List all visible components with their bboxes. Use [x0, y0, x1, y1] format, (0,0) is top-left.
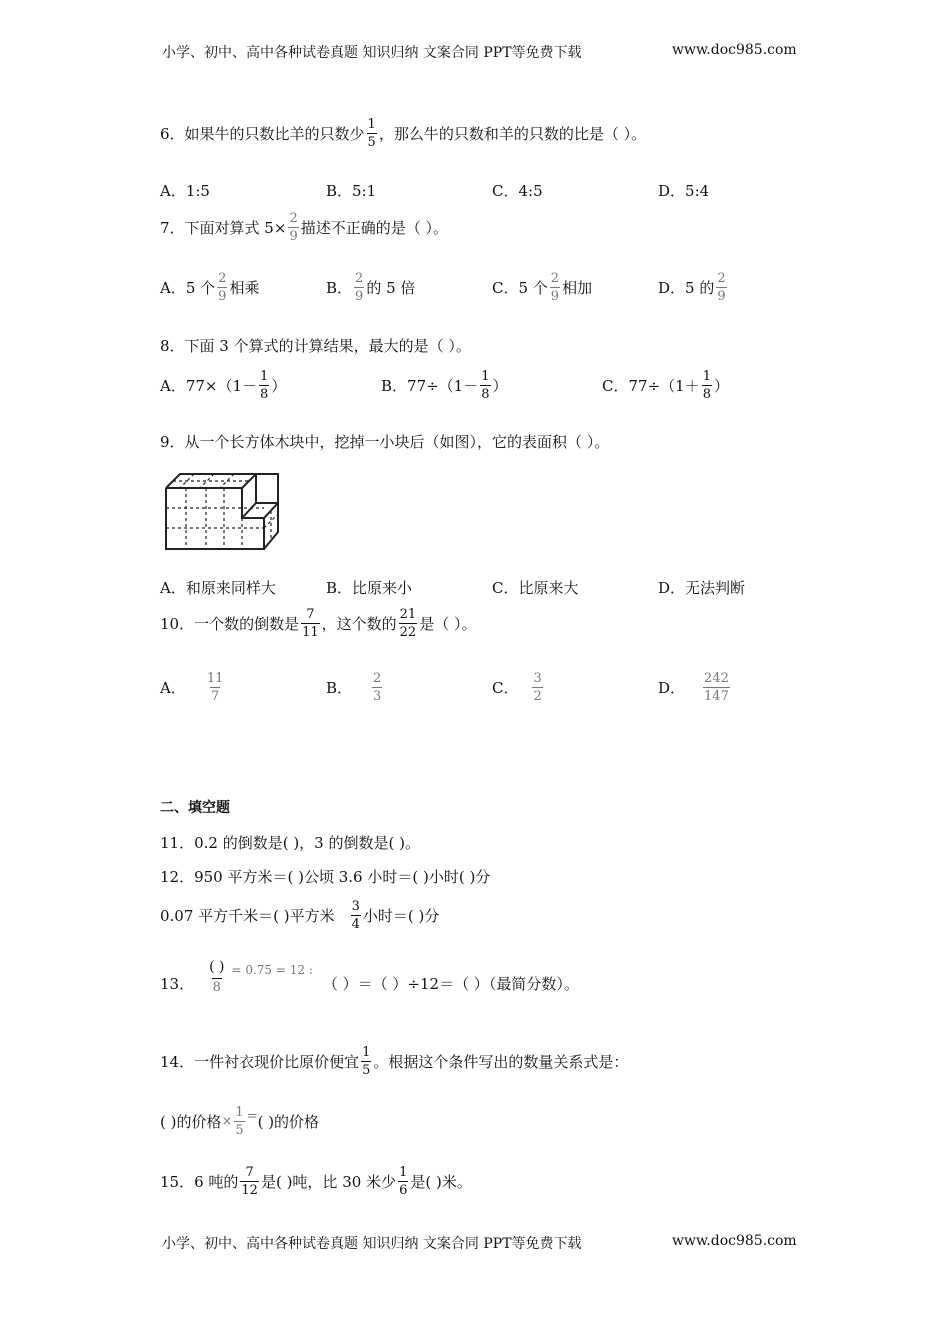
- q10-opt-b-den: 3: [373, 689, 382, 704]
- q8-option-c[interactable]: [602, 370, 729, 401]
- q7-opt-d-frac: [716, 272, 726, 303]
- q7-opt-d-pre: D．5 的: [658, 279, 715, 297]
- q8-opt-a-frac: [259, 370, 269, 401]
- q10-opt-d-label: D．: [658, 679, 686, 697]
- q15-f2-den: 6: [399, 1183, 408, 1198]
- q14-frac-den: 5: [362, 1063, 371, 1078]
- q10-opt-c-frac: [532, 672, 542, 703]
- q10-f1-den: 11: [302, 625, 319, 640]
- q7-frac-num: 2: [289, 211, 298, 226]
- q6-fraction: [367, 118, 377, 149]
- q10-opt-c-num: 3: [533, 671, 542, 686]
- question-10: [160, 608, 476, 639]
- q14-line2-pre: ( )的价格: [160, 1113, 222, 1131]
- q10-option-a[interactable]: [160, 672, 226, 703]
- q13-eq: = 0.75 = 12 :: [231, 963, 313, 977]
- q9-option-a[interactable]: A．和原来同样大: [160, 579, 276, 597]
- q10-opt-c-den: 2: [533, 689, 542, 704]
- q7-opt-b-pre: B．: [326, 279, 353, 297]
- q9-option-c[interactable]: C．比原来大: [492, 579, 579, 597]
- q7-opt-b-den: 9: [355, 289, 364, 304]
- q7-text-pre: 7．下面对算式 5×: [160, 219, 287, 237]
- q8-opt-b-pre: B．77÷（1－: [381, 377, 479, 395]
- q15-text-mid: 是( )吨，比 30 米少: [260, 1173, 397, 1191]
- q8-opt-b-den: 8: [481, 387, 490, 402]
- q13-text-post: （ ）＝（ ）÷12＝（ ）（最简分数）。: [322, 975, 579, 993]
- q14-frac-num: 1: [362, 1045, 371, 1060]
- q8-opt-a-pre: A．77×（1－: [160, 377, 258, 395]
- q9-option-b[interactable]: B．比原来小: [326, 579, 413, 597]
- q8-opt-b-post: ）: [492, 377, 508, 395]
- section-title: 二、填空题: [160, 800, 230, 816]
- q10-text-pre: 10．一个数的倒数是: [160, 615, 300, 633]
- q7-opt-c-den: 9: [550, 289, 560, 304]
- q8-opt-c-post: ）: [713, 377, 729, 395]
- question-13: [160, 960, 579, 994]
- q7-frac-den: 9: [289, 229, 298, 244]
- q7-opt-a-post: 相乘: [229, 279, 260, 297]
- q7-text-post: 描述不正确的是（ ）。: [300, 219, 448, 237]
- q10-opt-d-num: 242: [704, 671, 729, 686]
- q14-text-post: 。根据这个条件写出的数量关系式是：: [373, 1053, 629, 1071]
- q7-opt-b-frac: [354, 272, 364, 303]
- q6-text-pre: 6．如果牛的只数比羊的只数少: [160, 125, 365, 143]
- q10-f1-num: 7: [306, 607, 315, 622]
- q15-text-post: 是( )米。: [410, 1173, 472, 1191]
- q8-opt-c-num: 1: [702, 369, 711, 384]
- q14-line2-frac-num: 1: [235, 1105, 244, 1120]
- q12-frac-den: 4: [351, 917, 360, 932]
- q10-opt-d-den: 147: [704, 689, 729, 704]
- q7-opt-d-num: 2: [717, 271, 726, 286]
- question-14: [160, 1046, 628, 1077]
- q14-eq: =: [246, 1109, 258, 1124]
- question-11: 11．0.2 的倒数是( )，3 的倒数是( )。: [160, 834, 420, 852]
- question-9: 9．从一个长方体木块中，挖掉一小块后（如图），它的表面积（ ）。: [160, 433, 610, 451]
- q7-option-b[interactable]: [326, 272, 415, 303]
- q8-opt-a-post: ）: [271, 377, 287, 395]
- q7-opt-c-num: 2: [550, 271, 560, 286]
- q7-opt-c-frac: [550, 272, 560, 303]
- q10-opt-b-label: B．: [326, 679, 353, 697]
- q6-text-post: ，那么牛的只数和羊的只数的比是（ ）。: [378, 125, 647, 143]
- q14-line2-frac-den: 5: [235, 1123, 244, 1138]
- q6-option-a[interactable]: A．1:5: [160, 182, 210, 200]
- q10-option-b[interactable]: [326, 672, 384, 703]
- q15-f1-num: 7: [245, 1165, 254, 1180]
- q14-line2-fraction: [234, 1106, 244, 1137]
- q12-line2-post: 小时＝( )分: [362, 907, 440, 925]
- q7-opt-c-pre: C．5 个: [492, 279, 548, 297]
- q8-option-b[interactable]: [381, 370, 508, 401]
- q6-frac-num: 1: [367, 117, 376, 132]
- q7-opt-c-post: 相加: [562, 279, 593, 297]
- header-url: www.doc985.com: [672, 42, 797, 58]
- q12-line2-pre: 0.07 平方千米＝( )平方米: [160, 907, 335, 925]
- q10-fraction-1: [301, 608, 320, 639]
- q10-option-c[interactable]: [492, 672, 545, 703]
- q15-fraction-1: [240, 1166, 259, 1197]
- q6-frac-den: 5: [367, 135, 376, 150]
- q10-opt-a-frac: [206, 672, 225, 703]
- q7-opt-a-num: 2: [218, 271, 227, 286]
- q15-text-pre: 15．6 吨的: [160, 1173, 239, 1191]
- q10-text-post: 是（ ）。: [419, 615, 477, 633]
- cuboid-figure: [164, 470, 282, 552]
- q10-opt-a-den: 7: [210, 689, 220, 704]
- q10-option-d[interactable]: [658, 672, 732, 703]
- q7-opt-a-den: 9: [218, 289, 227, 304]
- q14-fraction: [361, 1046, 371, 1077]
- q15-f2-num: 1: [399, 1165, 408, 1180]
- q7-fraction: [288, 212, 298, 243]
- q7-option-c[interactable]: [492, 272, 592, 303]
- question-7: [160, 212, 448, 243]
- q15-f1-den: 12: [241, 1183, 258, 1198]
- question-15: [160, 1166, 472, 1197]
- q12-frac-num: 3: [351, 899, 360, 914]
- q8-opt-c-frac: [702, 370, 712, 401]
- q8-option-a[interactable]: [160, 370, 286, 401]
- question-8: 8．下面 3 个算式的计算结果，最大的是（ ）。: [160, 337, 471, 355]
- q6-option-d[interactable]: D．5:4: [658, 182, 710, 200]
- header-text: 小学、初中、高中各种试卷真题 知识归纳 文案合同 PPT等免费下载: [162, 45, 582, 61]
- q7-option-a[interactable]: [160, 272, 259, 303]
- q14-times: ×: [221, 1114, 233, 1129]
- q10-f2-den: 22: [399, 625, 417, 640]
- q10-fraction-2: [399, 608, 418, 639]
- q8-opt-b-num: 1: [481, 369, 490, 384]
- q13-fraction: [208, 960, 225, 994]
- q7-option-d[interactable]: [658, 272, 729, 303]
- q10-opt-a-label: A．: [160, 679, 186, 697]
- q8-opt-a-num: 1: [260, 369, 269, 384]
- q8-opt-c-den: 8: [702, 387, 711, 402]
- q7-opt-b-post: 的 5 倍: [366, 279, 416, 297]
- q7-opt-a-pre: A．5 个: [160, 279, 216, 297]
- q10-opt-a-num: 11: [206, 671, 224, 686]
- question-12-line-1: 12．950 平方米＝( )公顷 3.6 小时＝( )小时( )分: [160, 868, 491, 886]
- q7-opt-b-num: 2: [355, 271, 364, 286]
- q9-option-d[interactable]: D．无法判断: [658, 579, 746, 597]
- question-6: [160, 118, 646, 149]
- q12-fraction: [351, 900, 361, 931]
- q14-text-pre: 14．一件衬衣现价比原价便宜: [160, 1053, 360, 1071]
- q7-opt-a-frac: [217, 272, 227, 303]
- q6-option-b[interactable]: B．5:1: [326, 182, 377, 200]
- footer-text: 小学、初中、高中各种试卷真题 知识归纳 文案合同 PPT等免费下载: [162, 1236, 582, 1252]
- q10-f2-num: 21: [399, 607, 417, 622]
- question-14-line-2: [160, 1106, 319, 1137]
- question-12-line-2: [160, 900, 439, 931]
- q6-option-c[interactable]: C．4:5: [492, 182, 543, 200]
- q8-opt-a-den: 8: [260, 387, 269, 402]
- q10-text-mid: ，这个数的: [321, 615, 397, 633]
- q14-line2-post: ( )的价格: [257, 1113, 320, 1131]
- q8-opt-b-frac: [480, 370, 490, 401]
- q13-frac-num: ( ): [209, 959, 225, 975]
- q15-fraction-2: [398, 1166, 408, 1197]
- q10-opt-b-num: 2: [373, 671, 382, 686]
- q8-opt-c-pre: C．77÷（1＋: [602, 377, 700, 395]
- q13-frac-den: 8: [212, 980, 221, 995]
- q10-opt-d-frac: [703, 672, 730, 703]
- footer-url: www.doc985.com: [672, 1233, 797, 1249]
- q10-opt-c-label: C．: [492, 679, 519, 697]
- q13-label: 13．: [160, 975, 195, 993]
- q7-opt-d-den: 9: [717, 289, 726, 304]
- q10-opt-b-frac: [372, 672, 382, 703]
